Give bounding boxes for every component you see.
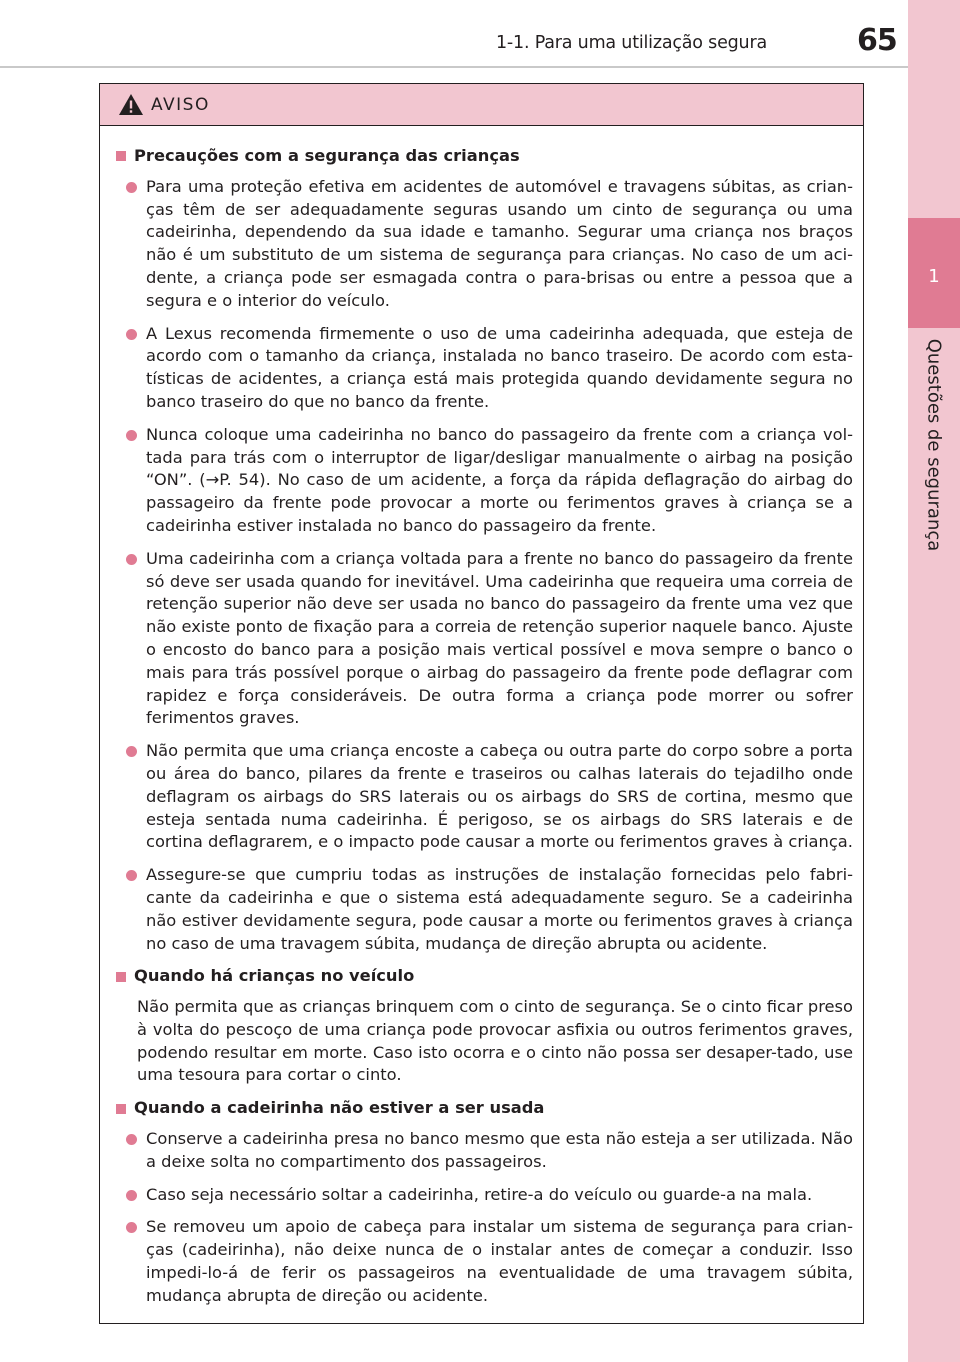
list-item bbox=[116, 548, 853, 730]
section-title: 1-1. Para uma utilização segura bbox=[496, 33, 767, 53]
round-bullet-icon bbox=[126, 1222, 137, 1233]
list-item-text: Não permita que uma criança encoste a cabeça ou outra parte do corpo sobre a porta ou área do banco, pilares da frente e traseiros ou calhas laterais do tejadilho onde deflagram os airbags do SRS laterais ou os airbags do SRS de cortina, mesmo que esteja sentada numa cadeirinha. É perigoso, se os airbags do SRS laterais e de cortina deflagrarem, e o impacto pode causar a morte ou ferimentos graves à criança. bbox=[146, 741, 853, 852]
section-heading-text: Precauções com a segurança das crianças bbox=[134, 146, 520, 165]
chapter-name: Questões de segurança bbox=[923, 338, 945, 552]
list-item-text: Conserve a cadeirinha presa no banco mesmo que esta não esteja a ser utilizada. Não a deixe solta no compartimento dos passageiros. bbox=[146, 1129, 853, 1171]
list-item bbox=[116, 1216, 853, 1307]
section-heading bbox=[116, 1097, 853, 1120]
paragraph: Não permita que as crianças brinquem com o cinto de segurança. Se o cinto ficar preso à volta do pescoço de uma criança pode provocar asfixia ou outros ferimentos graves, podendo resultar em morte. Caso isto ocorra e o cinto não possa ser desaper-tado, use uma tesoura para cortar o cinto. bbox=[137, 997, 853, 1085]
round-bullet-icon bbox=[126, 1190, 137, 1201]
list-item bbox=[116, 323, 853, 414]
header-divider bbox=[0, 66, 908, 68]
section-heading-text: Quando a cadeirinha não estiver a ser usada bbox=[134, 1098, 545, 1118]
section-heading bbox=[116, 145, 853, 168]
round-bullet-icon bbox=[126, 870, 137, 881]
round-bullet-icon bbox=[126, 329, 137, 340]
round-bullet-icon bbox=[126, 430, 137, 441]
list-item bbox=[116, 1184, 853, 1207]
list-item bbox=[116, 864, 853, 955]
square-bullet-icon bbox=[116, 972, 126, 982]
list-item bbox=[116, 176, 853, 313]
round-bullet-icon bbox=[126, 746, 137, 757]
warning-body bbox=[100, 126, 863, 1308]
square-bullet-icon bbox=[116, 1104, 126, 1114]
list-item-text: Caso seja necessário soltar a cadeirinha, retire-a do veículo ou guarde-a na mala. bbox=[146, 1184, 813, 1204]
section-heading bbox=[116, 965, 853, 988]
warning-label: AVISO bbox=[151, 94, 210, 115]
square-bullet-icon bbox=[116, 151, 126, 161]
list-item bbox=[116, 424, 853, 538]
list-item-text: A Lexus recomenda firmemente o uso de uma cadeirinha adequada, que esteja de acordo com o tamanho da criança, instalada no banco traseiro. De acordo com esta-tísticas de acidentes, a criança está mais protegida quando devidamente segura no banco traseiro do que no banco da frente. bbox=[146, 323, 853, 411]
list-item-text: Se removeu um apoio de cabeça para instalar um sistema de segurança para crian-ças (cadeirinha), não deixe nunca de o instalar antes de começar a conduzir. Isso impedi-lo-á de ferir os passageiros na eventualidade de uma travagem súbita, mudança abrupta de direção ou acidente. bbox=[146, 1217, 853, 1305]
list-item-text: Nunca coloque uma cadeirinha no banco do passageiro da frente com a criança vol-tada para trás com o interruptor de ligar/desligar manualmente o airbag na posição “ON”. (→P. 54). No caso de um acidente, a força da rápida deflagração do airbag do passageiro da frente pode provocar a morte ou ferimentos graves à criança se a cadeirinha estiver instalada no banco do passageiro da frente. bbox=[146, 424, 853, 535]
round-bullet-icon bbox=[126, 182, 137, 193]
list-item-text: Para uma proteção efetiva em acidentes de automóvel e travagens súbitas, as crian-ças têm de ser adequadamente seguras usando um cinto de segurança ou uma cadeirinha, dependendo da sua idade e tamanho. Segurar uma criança nos braços não é um substituto de um sistema de segurança para crianças. No caso de um aci-dente, a criança pode ser esmagada contra o para-brisas ou entre a pessoa que a segura e o interior do veículo. bbox=[146, 176, 853, 310]
warning-triangle-icon bbox=[118, 93, 144, 116]
chapter-tab[interactable]: 1 bbox=[908, 218, 960, 328]
warning-box bbox=[99, 83, 864, 1324]
list-item-text: Uma cadeirinha com a criança voltada para a frente no banco do passageiro da frente só deve ser usada quando for inevitável. Uma cadeirinha que requeira uma correia de retenção superior não deve ser usada no banco do passageiro da frente uma vez que não existe ponto de fixação para a correia de retenção superior naquele banco. Ajuste o encosto do banco para a posição mais vertical possível e mova sempre o banco o mais para trás possível porque o airbag do passageiro da frente pode deflagrar com rapidez e força consideráveis. De outra forma a criança pode morrer ou sofrer ferimentos graves. bbox=[146, 548, 853, 728]
round-bullet-icon bbox=[126, 554, 137, 565]
page-number: 65 bbox=[857, 23, 897, 58]
list-item bbox=[116, 740, 853, 854]
section-heading-text: Quando há crianças no veículo bbox=[134, 966, 415, 986]
list-item-text: Assegure-se que cumpriu todas as instruções de instalação fornecidas pelo fabri-cante da cadeirinha e que o sistema está adequadamente seguro. Se a cadeirinha não estiver devidamente segura, pode causar a morte ou ferimentos graves à criança no caso de uma travagem súbita, mudança de direção abrupta ou acidente. bbox=[146, 865, 853, 953]
warning-header bbox=[100, 84, 863, 126]
list-item bbox=[116, 1128, 853, 1174]
side-band bbox=[908, 0, 960, 1362]
round-bullet-icon bbox=[126, 1134, 137, 1145]
